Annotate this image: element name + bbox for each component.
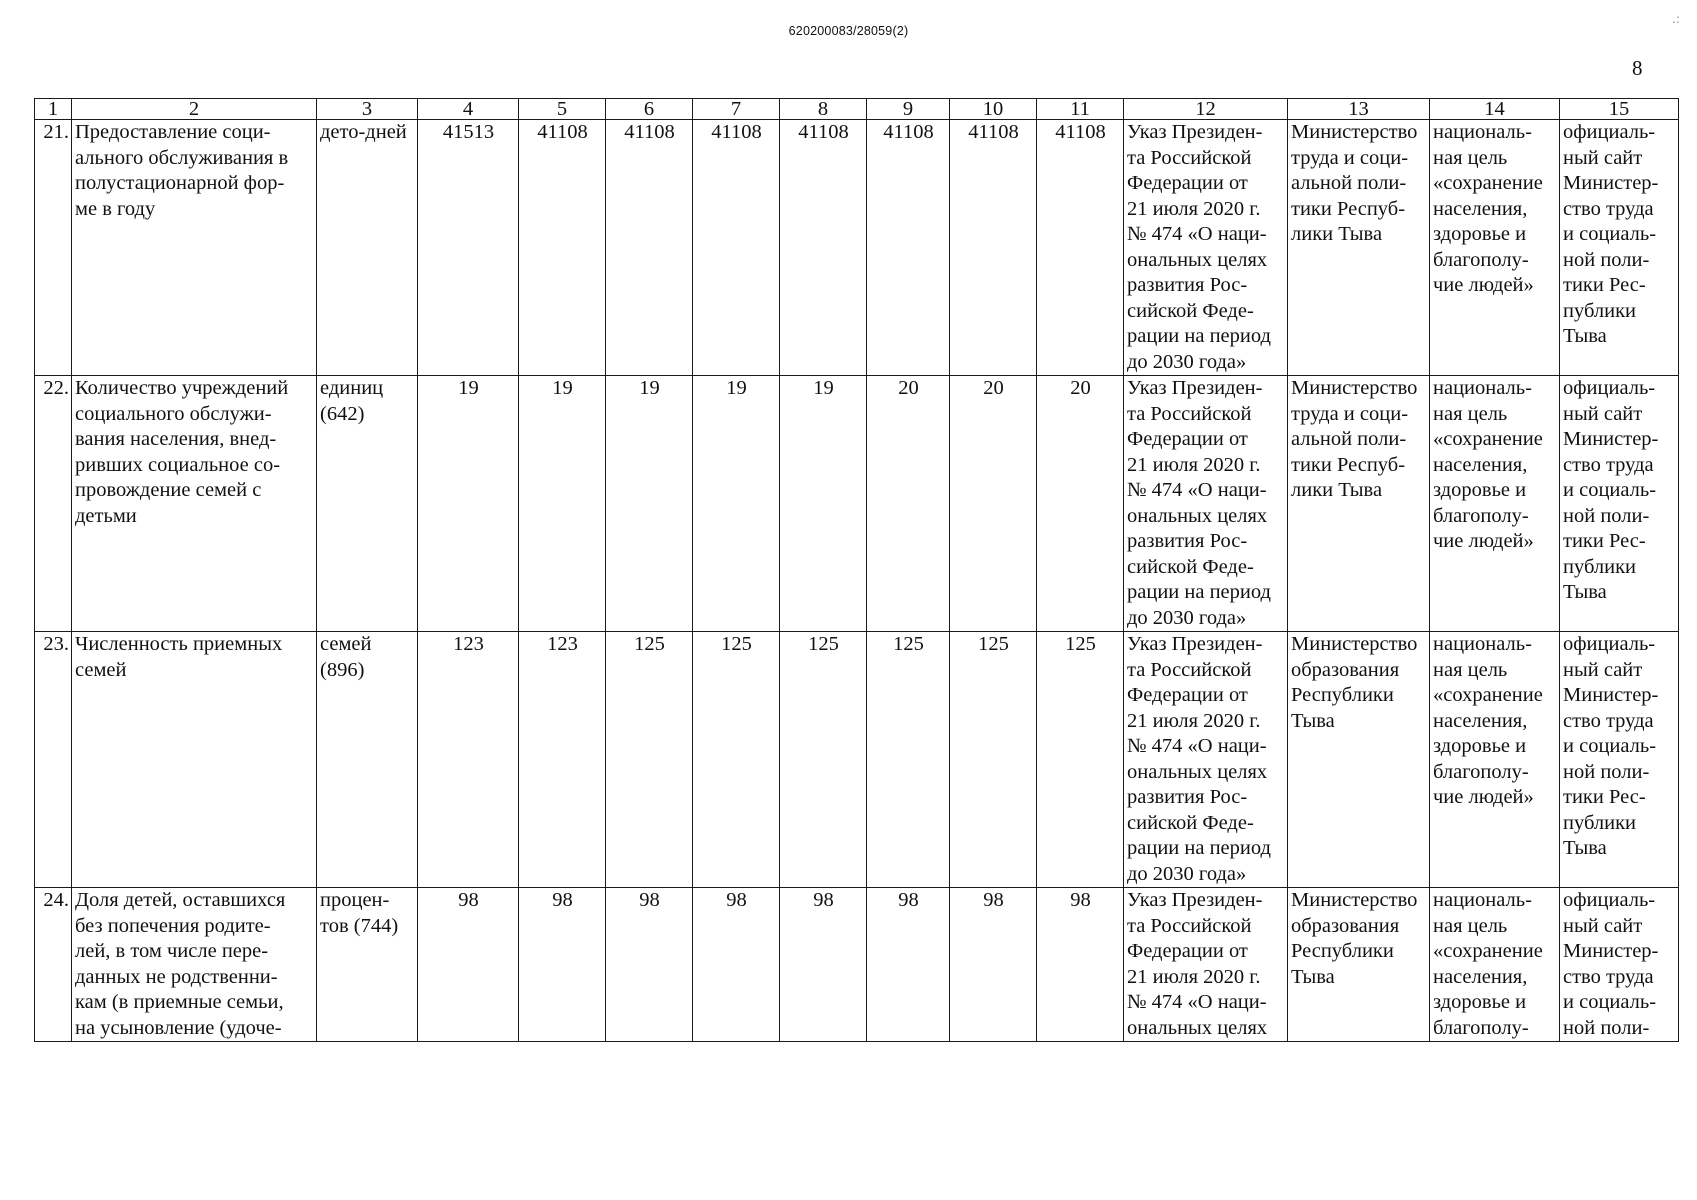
- responsible-body: Министерство образования Республики Тыва: [1288, 888, 1430, 1042]
- indicator-value: 41108: [519, 120, 606, 376]
- column-number: 10: [950, 99, 1037, 120]
- indicator-value: 125: [1037, 632, 1124, 888]
- indicator-value: 19: [693, 376, 780, 632]
- indicator-value: 41108: [780, 120, 867, 376]
- column-number: 1: [35, 99, 72, 120]
- national-goal: националь- ная цель «сохранение населения, здоровье и благополу-: [1430, 888, 1560, 1042]
- indicator-value: 19: [606, 376, 693, 632]
- indicators-table: [34, 98, 1679, 1042]
- scan-corner-mark: .:: [1672, 12, 1680, 26]
- row-number: 23.: [35, 632, 72, 888]
- legal-basis: Указ Президен- та Российской Федерации от 21 июля 2020 г. № 474 «О наци- ональных целях развития Рос- сийской Феде- рации на период до 2030 года»: [1124, 632, 1288, 888]
- national-goal: националь- ная цель «сохранение населения, здоровье и благополу- чие людей»: [1430, 632, 1560, 888]
- unit-of-measure: единиц (642): [317, 376, 418, 632]
- indicator-value: 19: [780, 376, 867, 632]
- responsible-body: Министерство труда и соци- альной поли- тики Респуб- лики Тыва: [1288, 120, 1430, 376]
- indicator-name: Численность приемных семей: [72, 632, 317, 888]
- responsible-body: Министерство образования Республики Тыва: [1288, 632, 1430, 888]
- national-goal: националь- ная цель «сохранение населения, здоровье и благополу- чие людей»: [1430, 120, 1560, 376]
- responsible-body: Министерство труда и соци- альной поли- тики Респуб- лики Тыва: [1288, 376, 1430, 632]
- column-number: 11: [1037, 99, 1124, 120]
- indicator-name: Количество учреждений социального обслужи- вания населения, внед- ривших социальное со- провождение семей с детьми: [72, 376, 317, 632]
- legal-basis: Указ Президен- та Российской Федерации от 21 июля 2020 г. № 474 «О наци- ональных целях развития Рос- сийской Феде- рации на период до 2030 года»: [1124, 120, 1288, 376]
- column-number: 9: [867, 99, 950, 120]
- indicator-value: 19: [519, 376, 606, 632]
- indicator-value: 41108: [1037, 120, 1124, 376]
- information-source: официаль- ный сайт Министер- ство труда и социаль- ной поли-: [1560, 888, 1679, 1042]
- indicator-value: 125: [780, 632, 867, 888]
- indicator-value: 125: [867, 632, 950, 888]
- indicator-value: 123: [418, 632, 519, 888]
- table-row: [35, 888, 1679, 1042]
- table-row: [35, 632, 1679, 888]
- indicator-value: 125: [950, 632, 1037, 888]
- unit-of-measure: процен- тов (744): [317, 888, 418, 1042]
- indicator-value: 98: [867, 888, 950, 1042]
- column-number: 2: [72, 99, 317, 120]
- indicator-value: 98: [1037, 888, 1124, 1042]
- column-number: 15: [1560, 99, 1679, 120]
- table-row: [35, 120, 1679, 376]
- column-number: 7: [693, 99, 780, 120]
- column-number: 13: [1288, 99, 1430, 120]
- information-source: официаль- ный сайт Министер- ство труда и социаль- ной поли- тики Рес- публики Тыва: [1560, 120, 1679, 376]
- unit-of-measure: дето-дней: [317, 120, 418, 376]
- column-number: 6: [606, 99, 693, 120]
- indicator-value: 41513: [418, 120, 519, 376]
- table-row: [35, 376, 1679, 632]
- indicator-value: 123: [519, 632, 606, 888]
- information-source: официаль- ный сайт Министер- ство труда и социаль- ной поли- тики Рес- публики Тыва: [1560, 632, 1679, 888]
- row-number: 22.: [35, 376, 72, 632]
- indicator-value: 125: [693, 632, 780, 888]
- column-number: 5: [519, 99, 606, 120]
- column-number-row: [35, 99, 1679, 120]
- indicator-value: 41108: [950, 120, 1037, 376]
- indicator-value: 98: [950, 888, 1037, 1042]
- indicator-value: 98: [606, 888, 693, 1042]
- indicator-value: 98: [519, 888, 606, 1042]
- indicator-value: 98: [418, 888, 519, 1042]
- document-id: 620200083/28059(2): [788, 24, 909, 38]
- indicator-value: 125: [606, 632, 693, 888]
- indicator-name: Доля детей, оставшихся без попечения родите- лей, в том числе пере- данных не родственни- кам (в приемные семьи, на усыновление (удоче-: [72, 888, 317, 1042]
- legal-basis: Указ Президен- та Российской Федерации от 21 июля 2020 г. № 474 «О наци- ональных целях развития Рос- сийской Феде- рации на период до 2030 года»: [1124, 376, 1288, 632]
- indicator-value: 41108: [606, 120, 693, 376]
- column-number: 4: [418, 99, 519, 120]
- information-source: официаль- ный сайт Министер- ство труда и социаль- ной поли- тики Рес- публики Тыва: [1560, 376, 1679, 632]
- indicator-value: 20: [950, 376, 1037, 632]
- indicator-value: 20: [867, 376, 950, 632]
- row-number: 21.: [35, 120, 72, 376]
- indicator-value: 98: [693, 888, 780, 1042]
- unit-of-measure: семей (896): [317, 632, 418, 888]
- indicator-name: Предоставление соци- ального обслуживания в полустационарной фор- ме в году: [72, 120, 317, 376]
- column-number: 3: [317, 99, 418, 120]
- indicator-value: 19: [418, 376, 519, 632]
- column-number: 8: [780, 99, 867, 120]
- page-number: 8: [1632, 56, 1643, 80]
- indicator-value: 41108: [693, 120, 780, 376]
- indicator-value: 41108: [867, 120, 950, 376]
- legal-basis: Указ Президен- та Российской Федерации от 21 июля 2020 г. № 474 «О наци- ональных целях: [1124, 888, 1288, 1042]
- row-number: 24.: [35, 888, 72, 1042]
- national-goal: националь- ная цель «сохранение населения, здоровье и благополу- чие людей»: [1430, 376, 1560, 632]
- indicator-value: 98: [780, 888, 867, 1042]
- column-number: 14: [1430, 99, 1560, 120]
- indicator-value: 20: [1037, 376, 1124, 632]
- column-number: 12: [1124, 99, 1288, 120]
